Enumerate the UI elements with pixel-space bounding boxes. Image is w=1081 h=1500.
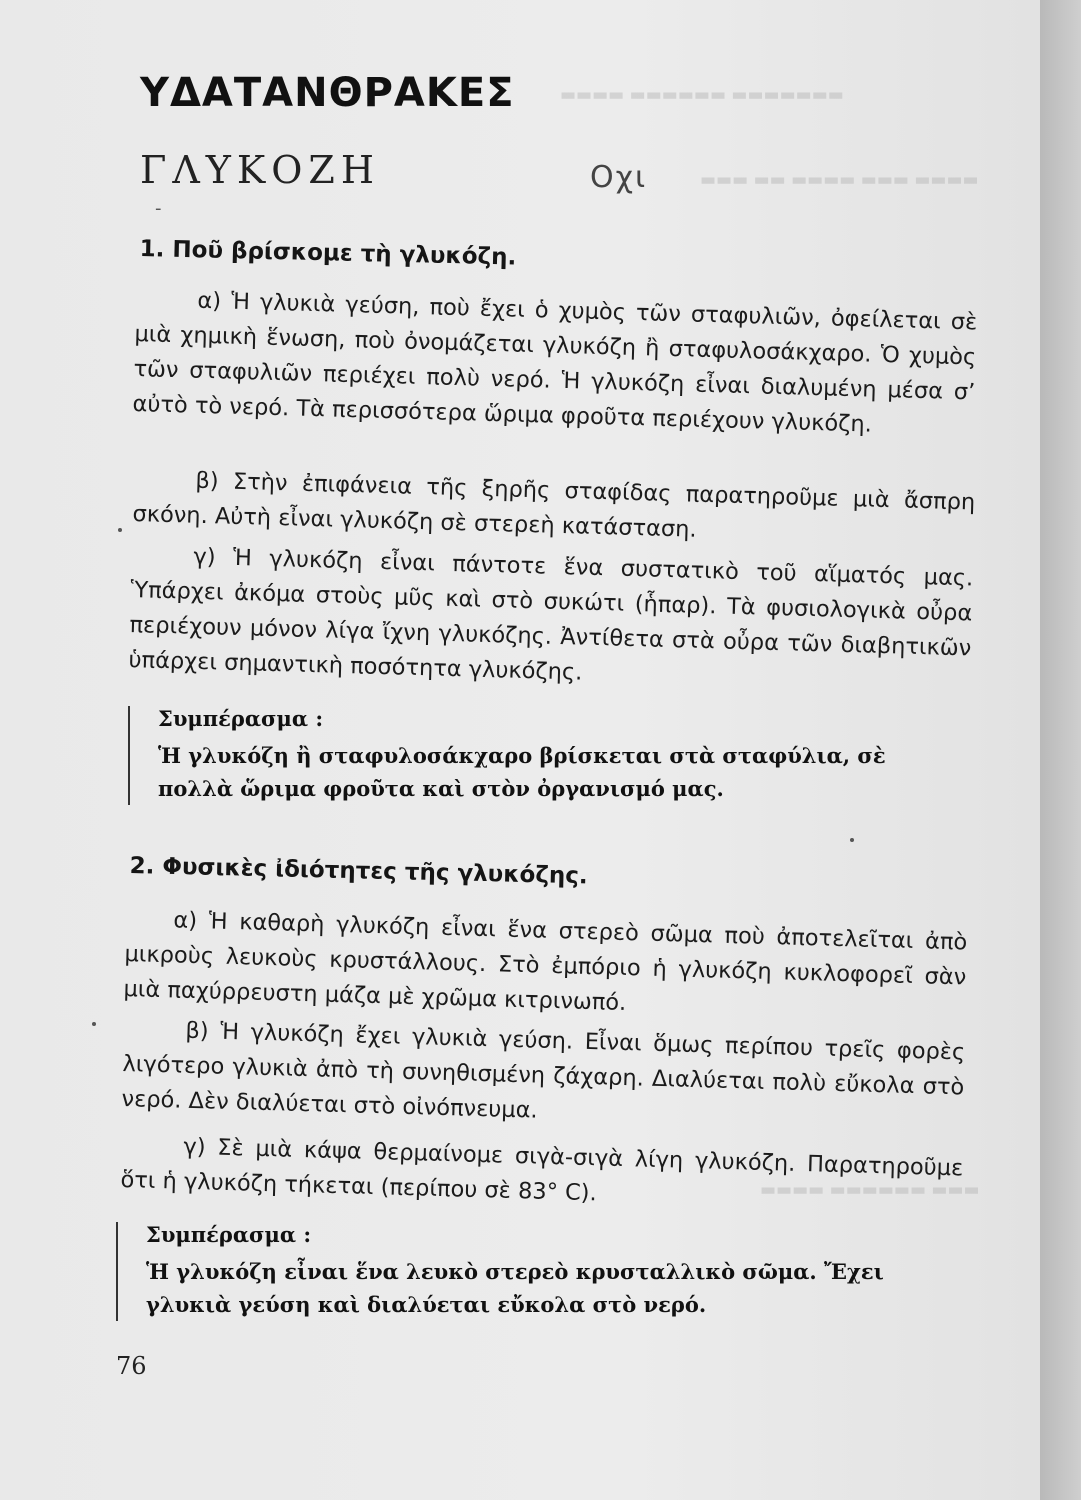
topic-title: ΓΛΥΚΟΖΗ [140, 148, 380, 192]
conclusion-text: Ἡ γλυκόζη ἢ σταφυλοσάκχαρο βρίσκεται στὰ σταφύλια, σὲ πολλὰ ὥριμα φροῦτα καὶ στὸν ὀργανισμό μας. [158, 743, 886, 801]
adjacent-page-edge [1040, 0, 1081, 1500]
conclusion-label: Συμπέρασμα : [146, 1222, 312, 1247]
paragraph-text: α) Ἡ γλυκιὰ γεύση, ποὺ ἔχει ὁ χυμὸς τῶν σταφυλιῶν, ὀφείλεται σὲ μιὰ χημικὴ ἕνωση, ποὺ ὀνομάζεται γλυκόζη ἢ σταφυλοσάκχαρο. Ὁ χυμὸς τῶν σταφυλιῶν περιέχει πολὺ νερό. Ἡ γλυκόζη εἶναι διαλυμένη μέσα σ’ αὐτὸ τὸ νερό. Τὰ περισσότερα ὥριμα φροῦτα περιέχουν γλυκόζη. [132, 287, 978, 438]
ink-speck [92, 1022, 96, 1026]
margin-mark: - [155, 198, 162, 219]
ink-speck [118, 528, 122, 532]
paragraph-text: γ) Ἡ γλυκόζη εἶναι πάντοτε ἕνα συστατικὸ τοῦ αἵματός μας. Ὑπάρχει ἀκόμα στοὺς μῦς καὶ στὸ συκώτι (ἧπαρ). Τὰ φυσιολογικὰ οὖρα περιέχουν μόνον λίγα ἴχνη γλυκόζης. Ἀντίθετα στὰ οὖρα τῶν διαβητικῶν ὑπάρχει σημαντικὴ ποσότητα γλυκόζης. [128, 543, 974, 686]
page-number: 76 [116, 1352, 147, 1380]
chapter-title: ΥΔΑΤΑΝΘΡΑΚΕΣ [140, 70, 515, 116]
section-2-paragraph-b [121, 1012, 966, 1140]
conclusion-text: Ἡ γλυκόζη εἶναι ἕνα λευκὸ στερεὸ κρυσταλλικὸ σῶμα. Ἔχει γλυκιὰ γεύση καὶ διαλύεται εὔκολα στὸ νερό. [146, 1259, 884, 1317]
paragraph-text: β) Στὴν ἐπιφάνεια τῆς ξηρῆς σταφίδας παρατηροῦμε μιὰ ἄσπρη σκόνη. Αὐτὴ εἶναι γλυκόζη σὲ στερεὴ κατάσταση. [132, 467, 976, 543]
handwritten-note: Οχι [590, 160, 648, 195]
bleed-through-shadow: ▬▬▬▬ ▬▬▬▬▬▬ ▬▬▬ [760, 1180, 980, 1200]
section-2-paragraph-a [123, 902, 968, 1030]
section-1-heading: 1. Ποῦ βρίσκομε τὴ γλυκόζη. [139, 236, 517, 271]
section-1-paragraph-c [128, 538, 974, 701]
section-1-conclusion [128, 706, 958, 805]
section-2-conclusion [116, 1222, 961, 1321]
ink-speck [850, 838, 854, 842]
paragraph-text: γ) Σὲ μιὰ κάψα θερμαίνομε σιγὰ-σιγὰ λίγη γλυκόζη. Παρατηροῦμε ὅτι ἡ γλυκόζη τήκεται (περίπου σὲ 83° C). [120, 1133, 964, 1207]
conclusion-label: Συμπέρασμα : [158, 706, 324, 731]
paragraph-text: α) Ἡ καθαρὴ γλυκόζη εἶναι ἕνα στερεὸ σῶμα ποὺ ἀποτελεῖται ἀπὸ μικροὺς λευκοὺς κρυστάλλους. Στὸ ἐμπόριο ἡ γλυκόζη κυκλοφορεῖ σὰν μιὰ παχύρρευστη μάζα μὲ χρῶμα κιτρινωπό. [123, 907, 968, 1017]
section-1-paragraph-a [132, 282, 978, 445]
section-2-heading: 2. Φυσικὲς ἰδιότητες τῆς γλυκόζης. [129, 853, 589, 890]
bleed-through-shadow: ▬▬▬ ▬▬ ▬▬▬▬ ▬▬▬ ▬▬▬▬ [700, 170, 979, 190]
section-2-paragraph-c [120, 1128, 964, 1221]
bleed-through-shadow: ▬▬▬▬ ▬▬▬▬▬▬ ▬▬▬▬▬▬▬ [560, 85, 844, 105]
paragraph-text: β) Ἡ γλυκόζη ἔχει γλυκιὰ γεύση. Εἶναι ὅμως περίπου τρεῖς φορὲς λιγότερο γλυκιὰ ἀπὸ τὴ συνηθισμένη ζάχαρη. Διαλύεται πολὺ εὔκολα στὸ νερό. Δὲν διαλύεται στὸ οἰνόπνευμα. [121, 1017, 966, 1124]
